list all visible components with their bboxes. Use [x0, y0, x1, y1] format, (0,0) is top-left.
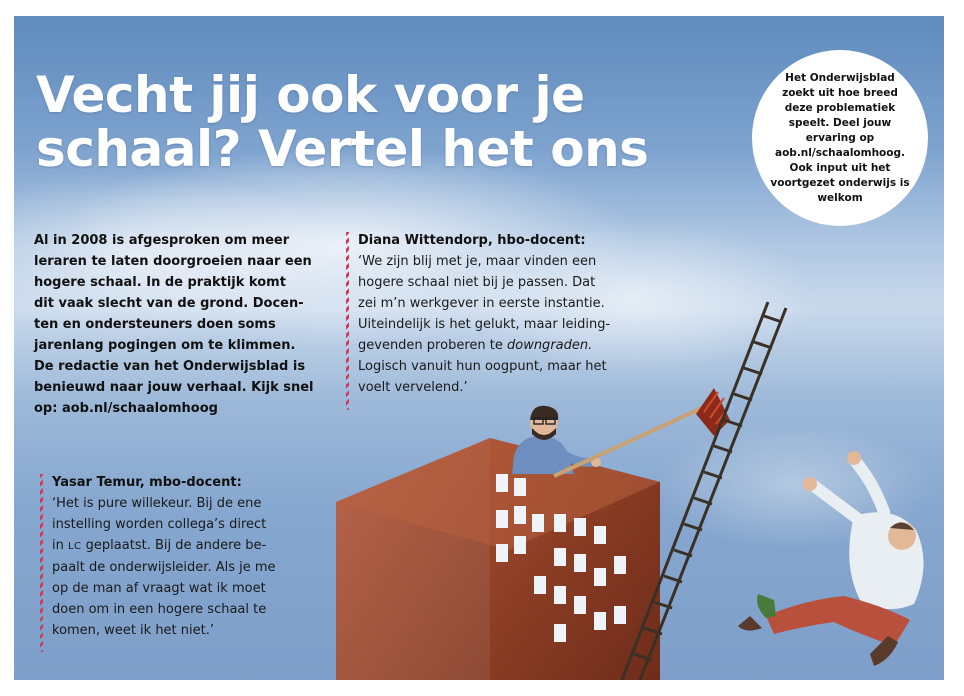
intro-line: op: aob.nl/schaalomhoog [34, 401, 218, 416]
quote-line: zei m’n werkgever in eerste instantie. [358, 296, 605, 311]
intro-line: jarenlang pogingen om te klimmen. [34, 338, 296, 353]
intro-line: Al in 2008 is afgesproken om meer [34, 233, 290, 248]
callout-bubble [752, 50, 928, 226]
quote-line: instelling worden collega’s direct [52, 517, 267, 532]
quote-diana [358, 230, 644, 398]
quote-smallcaps: LC [67, 541, 82, 552]
quote-line: komen, weet ik het niet.’ [52, 623, 214, 638]
quote-author: Yasar Temur, mbo-docent: [52, 475, 242, 490]
man-on-roof [512, 406, 601, 474]
quote-line: Uiteindelijk is het gelukt, maar leiding- [358, 317, 611, 332]
quote-line: voelt vervelend.’ [358, 380, 468, 395]
quote-line: ‘We zijn blij met je, maar vinden een [358, 254, 597, 269]
title-line-1: Vecht jij ook voor je [36, 66, 585, 124]
quote-line: paalt de onderwijsleider. Als je me [52, 560, 276, 575]
page-title [36, 68, 756, 176]
intro-paragraph [34, 230, 326, 419]
broom [554, 388, 730, 476]
quote-line: gevenden proberen te [358, 338, 507, 353]
falling-man [738, 451, 924, 666]
quote-yasar [52, 472, 328, 641]
title-line-2: schaal? Vertel het ons [36, 120, 649, 178]
quote-line: hogere schaal niet bij je passen. Dat [358, 275, 596, 290]
building [336, 438, 660, 680]
intro-line: benieuwd naar jouw verhaal. Kijk snel [34, 380, 314, 395]
intro-line: leraren te laten doorgroeien naar een [34, 254, 312, 269]
quote-accent-bar [346, 232, 349, 410]
magazine-page [14, 16, 944, 680]
quote-text [52, 493, 328, 641]
quote-line: geplaatst. Bij de andere be- [81, 538, 267, 553]
quote-line: op de man af vraagt wat ik moet [52, 581, 266, 596]
intro-line: hogere schaal. In de praktijk komt [34, 275, 286, 290]
quote-line: Logisch vanuit hun oogpunt, maar het [358, 359, 607, 374]
intro-line: ten en ondersteuners doen soms [34, 317, 276, 332]
intro-line: dit vaak slecht van de grond. Docen- [34, 296, 304, 311]
quote-line: ‘Het is pure willekeur. Bij de ene [52, 496, 262, 511]
quote-text [358, 251, 644, 398]
quote-line: doen om in een hogere schaal te [52, 602, 267, 617]
quote-line: in [52, 538, 68, 553]
callout-text: Het Onderwijsblad zoekt uit hoe breed deze problematiek speelt. Deel jouw ervaring op aob.nl/schaalomhoog. Ook input uit het voortgezet onderwijs is welkom [770, 71, 910, 204]
quote-emphasis: downgraden. [506, 338, 593, 353]
intro-line: De redactie van het Onderwijsblad is [34, 359, 306, 374]
quote-accent-bar [40, 474, 43, 652]
quote-author: Diana Wittendorp, hbo-docent: [358, 233, 586, 248]
